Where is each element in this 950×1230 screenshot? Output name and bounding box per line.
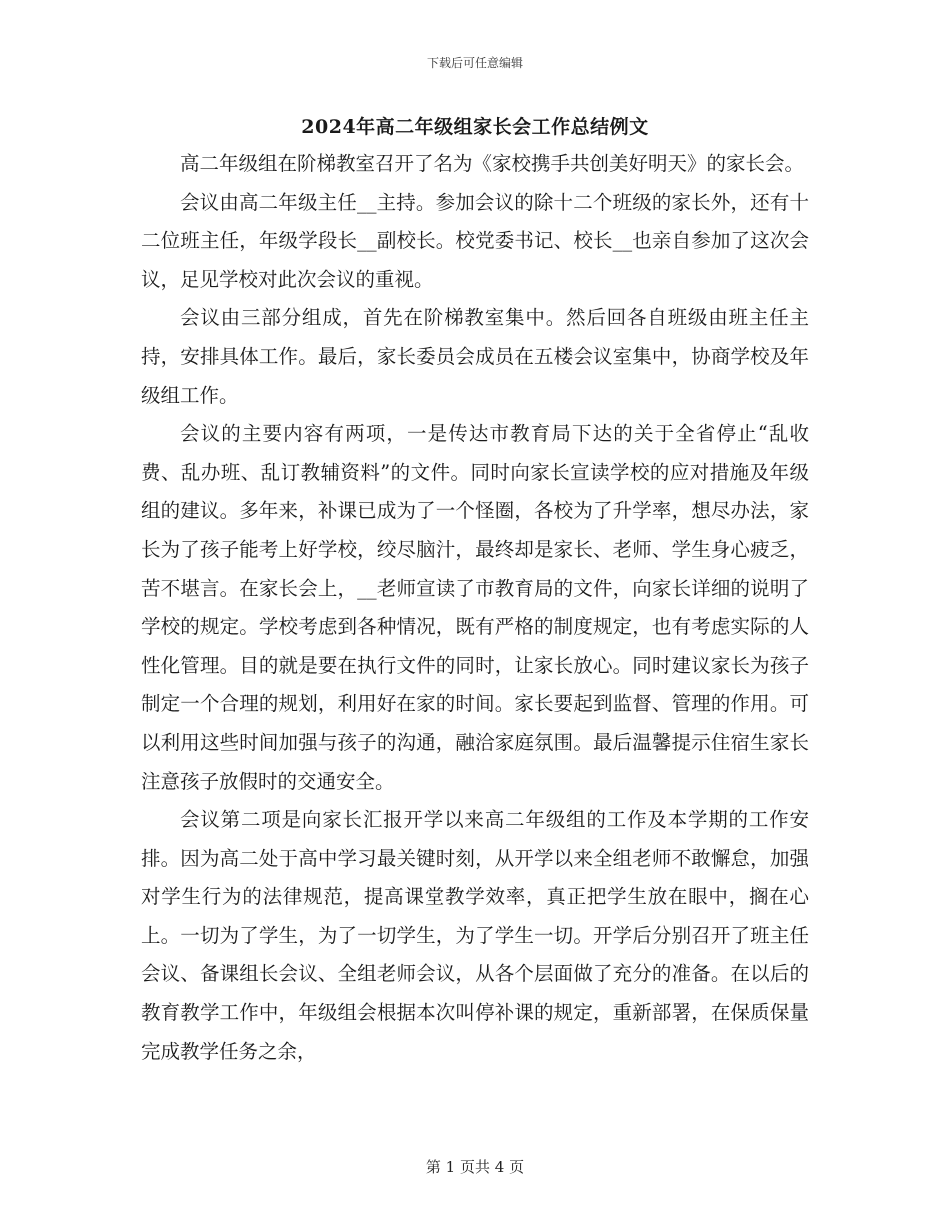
paragraph-2: 会议由高二年级主任__主持。参加会议的除十二个班级的家长外，还有十二位班主任，年级学段长__副校长。校党委书记、校长__也亲自参加了这次会议，足见学校对此次会议的重视。: [141, 190, 809, 291]
document-body: [141, 145, 809, 1071]
header-note: 下载后可任意编辑: [426, 56, 523, 70]
paragraph-3: 会议由三部分组成，首先在阶梯教室集中。然后回各自班级由班主任主持，安排具体工作。最后，家长委员会成员在五楼会议室集中，协商学校及年级组工作。: [141, 306, 809, 407]
page-number-footer: 第 1 页共 4 页: [425, 1158, 525, 1176]
paragraph-4: 会议的主要内容有两项，一是传达市教育局下达的关于全省停止“乱收费、乱办班、乱订教辅资料”的文件。同时向家长宣读学校的应对措施及年级组的建议。多年来，补课已成为了一个怪圈，各校为了升学率，想尽办法，家长为了孩子能考上好学校，绞尽脑汁，最终却是家长、老师、学生身心疲乏，苦不堪言。在家长会上，__老师宣读了市教育局的文件，向家长详细的说明了学校的规定。学校考虑到各种情况，既有严格的制度规定，也有考虑实际的人性化管理。目的就是要在执行文件的同时，让家长放心。同时建议家长为孩子制定一个合理的规划，利用好在家的时间。家长要起到监督、管理的作用。可以利用这些时间加强与孩子的沟通，融洽家庭氛围。最后温馨提示住宿生家长注意孩子放假时的交通安全。: [141, 422, 809, 793]
paragraph-5: 会议第二项是向家长汇报开学以来高二年级组的工作及本学期的工作安排。因为高二处于高中学习最关键时刻，从开学以来全组老师不敢懈怠，加强对学生行为的法律规范，提高课堂教学效率，真正把学生放在眼中，搁在心上。一切为了学生，为了一切学生，为了学生一切。开学后分别召开了班主任会议、备课组长会议、全组老师会议，从各个层面做了充分的准备。在以后的教育教学工作中，年级组会根据本次叫停补课的规定，重新部署，在保质保量完成教学任务之余，: [141, 808, 809, 1063]
paragraph-1: 高二年级组在阶梯教室召开了名为《家校携手共创美好明天》的家长会。: [180, 152, 805, 175]
document-title: 2024年高二年级组家长会工作总结例文: [301, 116, 649, 138]
